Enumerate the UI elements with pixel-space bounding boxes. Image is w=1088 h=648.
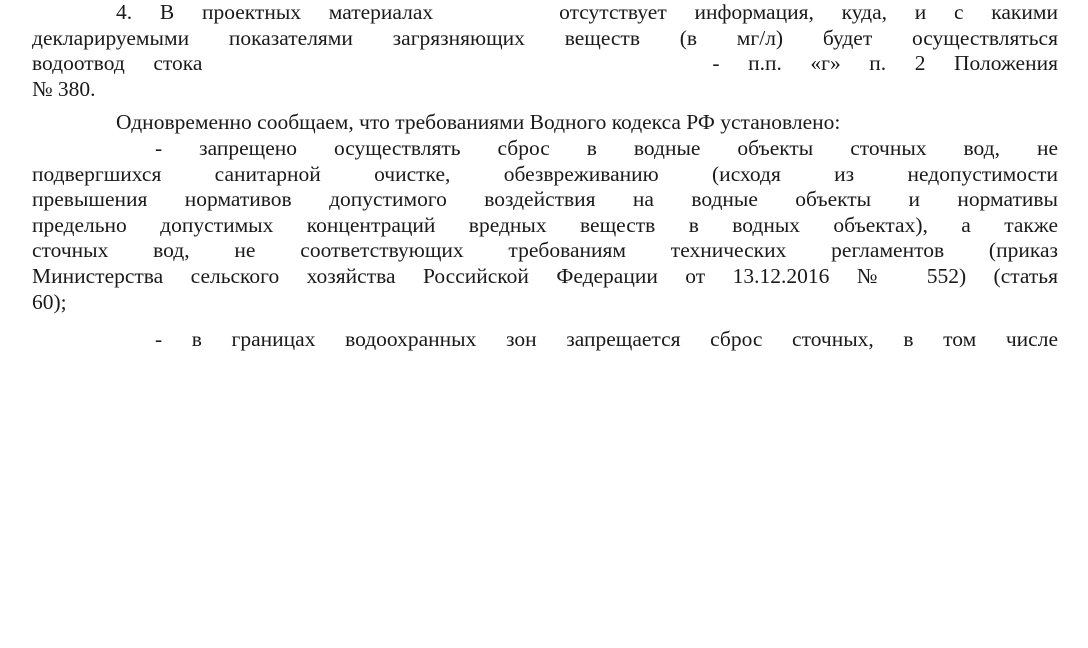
- item4-line-3-end: - п.п. «г» п. 2 Положения: [712, 51, 1058, 76]
- point1-line-1: - запрещено осуществлять сброс в водные объекты сточных вод, не: [155, 135, 1058, 160]
- point1-line-5: сточных вод, не соответствующих требованиям технических регламентов (приказ: [32, 238, 1058, 263]
- item4-line-3-start: водоотвод стока: [32, 51, 203, 76]
- item4-line-2: декларируемыми показателями загрязняющих веществ (в мг/л) будет осуществляться: [32, 25, 1058, 50]
- point1-line-3: превышения нормативов допустимого воздействия на водные объекты и нормативы: [32, 187, 1058, 212]
- point1-line-4: предельно допустимых концентраций вредных веществ в водных объектах), а также: [32, 212, 1058, 237]
- notice-line: Одновременно сообщаем, что требованиями Водного кодекса РФ установлено:: [116, 110, 841, 135]
- item4-line-1-start: 4. В проектных материалах: [116, 0, 434, 24]
- point2-line-1: - в границах водоохранных зон запрещается сброс сточных, в том числе: [155, 327, 1058, 352]
- paragraph-spacer: [32, 315, 1058, 323]
- item4-line-3: [32, 51, 1058, 77]
- point1-line-2: подвергшихся санитарной очистке, обезвреживанию (исходя из недопустимости: [32, 161, 1058, 186]
- item4-line-1-end: отсутствует информация, куда, и с какими: [559, 0, 1058, 24]
- point1-line-7: 60);: [32, 289, 67, 314]
- item4-line-4: № 380.: [32, 76, 96, 101]
- paragraph-spacer: [32, 102, 1058, 110]
- point1-line-6: Министерства сельского хозяйства Российской Федерации от 13.12.2016 № 552) (статья: [32, 263, 1058, 288]
- document-page: [32, 0, 1058, 352]
- item4-line-1: [32, 0, 1058, 26]
- point2-line-1-cut: [32, 323, 1058, 352]
